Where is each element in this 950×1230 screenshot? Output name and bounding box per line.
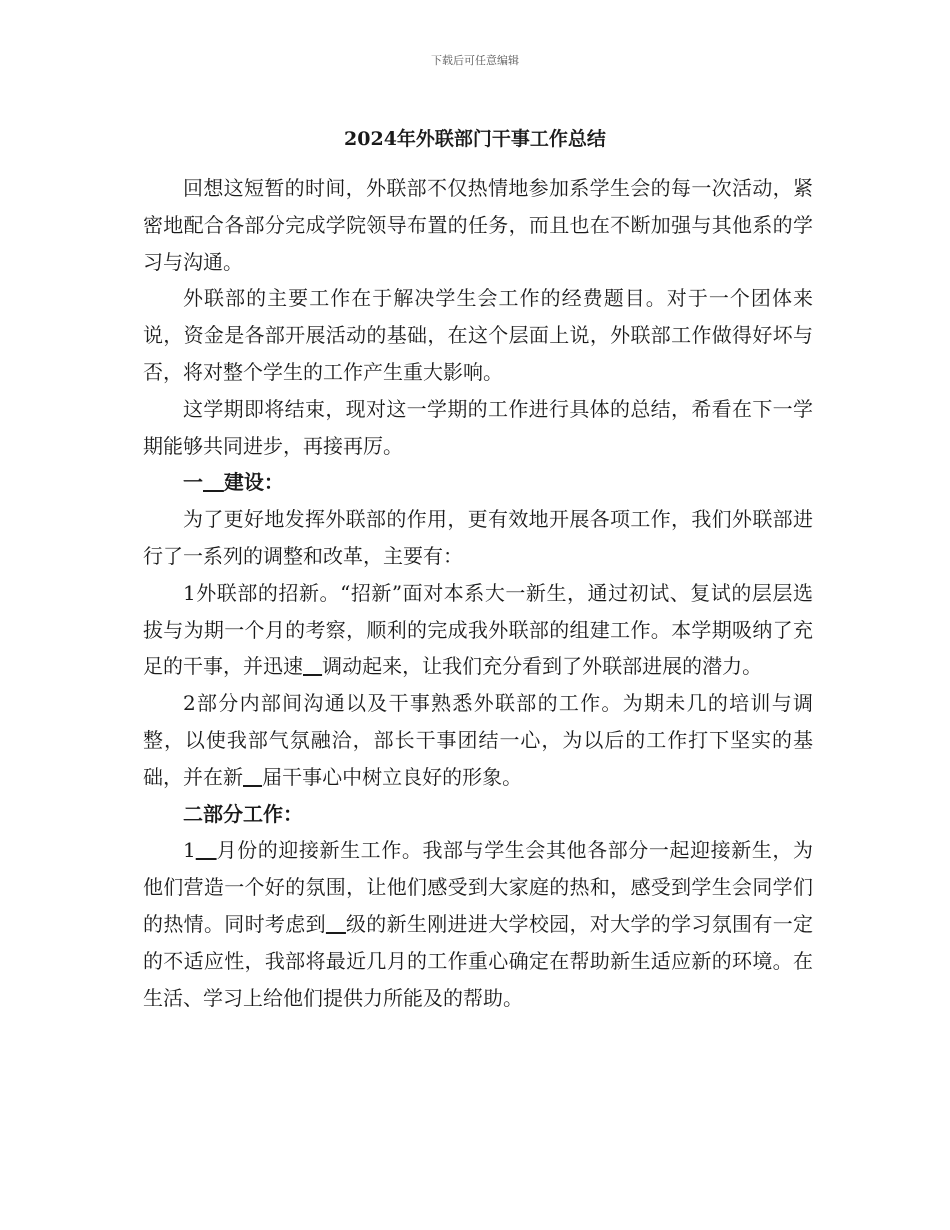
document-title: 2024年外联部门干事工作总结 (344, 128, 606, 150)
text-segment: 调动起来，让我们充分看到了外联部进展的潜力。 (322, 654, 763, 679)
paragraph-intro-3: 这学期即将结束，现对这一学期的工作进行具体的总结，希看在下一学期能够共同进步，再接再厉。 (143, 396, 813, 458)
heading-prefix: 一 (183, 470, 203, 495)
paragraph-section1-intro: 为了更好地发挥外联部的作用，更有效地开展各项工作，我们外联部进行了一系列的调整和改革，主要有： (143, 507, 813, 568)
text-segment: 届干事心中树立良好的形象。 (262, 764, 523, 789)
blank-underline (243, 765, 262, 789)
paragraph-item-1 (143, 575, 813, 685)
text-segment: 级的新生刚进进大学校园，对大学的学习氛围有一定的不适应性，我部将最近几月的工作重心确定在帮助新生适应新的环境。在生活、学习上给他们提供力所能及的帮助。 (143, 911, 814, 1010)
document-body (143, 170, 813, 1016)
paragraph-item-3 (143, 832, 813, 1016)
text-segment: 1外联部的招新。“招新”面对本系大一新生，通过初试、复试的层层选拔与为期一个月的考察，顺利的完成我外联部的组建工作。本学期吸纳了充足的干事，并迅速 (143, 580, 813, 679)
paragraph-intro-1: 回想这短暂的时间，外联部不仅热情地参加系学生会的每一次活动，紧密地配合各部分完成学院领导布置的任务，而且也在不断加强与其他系的学习与沟通。 (143, 176, 813, 274)
heading-text: 建设： (223, 470, 284, 495)
text-segment: 2部分内部间沟通以及干事熟悉外联部的工作。为期未几的培训与调整，以使我部气氛融洽，部长干事团结一心，为以后的工作打下坚实的基础，并在新 (143, 691, 813, 789)
blank-underline (196, 838, 217, 862)
section-heading-1 (143, 464, 813, 501)
paragraph-intro-2: 外联部的主要工作在于解决学生会工作的经费题目。对于一个团体来说，资金是各部开展活动的基础，在这个层面上说，外联部工作做得好坏与否，将对整个学生的工作产生重大影响。 (143, 286, 813, 384)
blank-underline (203, 470, 224, 494)
paragraph-item-2 (143, 685, 813, 795)
page-header: 下载后可任意编辑 (431, 54, 519, 67)
text-segment: 1 (183, 838, 196, 863)
blank-underline (303, 654, 322, 678)
text-segment: 月份的迎接新生工作。我部与学生会其他各部分一起迎接新生，为他们营造一个好的氛围，让他们感受到大家庭的热和，感受到学生会同学们的热情。同时考虑到 (143, 838, 814, 936)
blank-underline (326, 912, 346, 936)
section-heading-2: 二部分工作： (183, 801, 303, 826)
